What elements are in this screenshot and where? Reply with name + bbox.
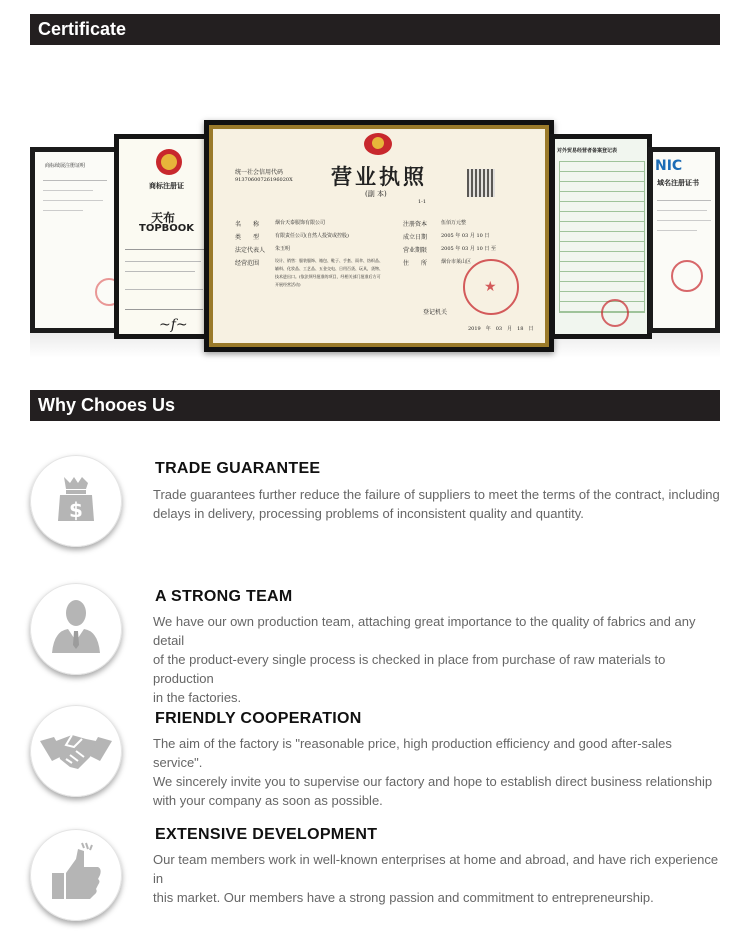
main-cert-subheading: (副 本) [365,190,387,198]
feature-description [153,612,723,707]
certificate-header: Certificate [30,14,720,45]
main-cert-address-value: 烟台市莱山区 [441,259,472,265]
red-seal-icon [601,299,629,327]
main-cert-term-label: 营业期限 [403,247,428,254]
main-cert-authority: 登记机关 [423,309,448,316]
main-cert-date: 2019 年 03 月 18 日 [468,326,534,332]
money-bag-icon [30,455,122,547]
feature-description [153,850,723,907]
feature-title: A STRONG TEAM [155,588,293,605]
thumbs-up-icon [30,829,122,921]
feature-icon-circle [30,455,122,547]
feature-description-line: of the product-every single process is checked in place from purchase of raw materials to production [153,652,666,686]
main-cert-founded-value: 2005 年 03 月 10 日 [441,233,490,239]
main-cert-code-label: 统一社会信用代码 [235,169,284,176]
feature-friendly-cooperation [30,705,720,808]
main-cert-rep-label: 法定代表人 [235,247,266,254]
feature-description-line: with your company as soon as possible. [153,793,383,808]
red-seal-icon [671,260,703,292]
main-cert-serial: 1-1 [418,199,427,205]
feature-description-line: delays in delivery, processing problems of inconsistent quality and quantity. [153,506,584,521]
main-cert-scope-line: 设计、销售：服装服饰、箱包、鞋子、手套、雨伞、纺织品、 [275,258,383,263]
main-cert-rep-value: 朱玉明 [275,246,291,252]
qr-code-icon [467,169,495,197]
feature-description-line: Our team members work in well-known enterprises at home and abroad, and have rich experience in [153,852,719,886]
feature-icon-circle [30,829,122,921]
national-emblem-icon [361,131,395,157]
certificate-trademark-renewal [30,147,120,333]
feature-description-line: Trade guarantees further reduce the failure of suppliers to meet the terms of the contract, including [153,487,720,502]
certificate-gallery [30,100,720,380]
why-choose-us-header: Why Chooes Us [30,390,720,421]
main-cert-name-label: 名 称 [235,221,260,228]
feature-trade-guarantee [30,455,720,555]
left-cert-title: 商标注册证 [149,181,184,190]
certificate-domain-registration [648,147,720,333]
national-emblem-icon [154,147,184,177]
certificate-trademark [114,134,214,339]
feature-description-line: this market. Our members have a strong passion and commitment to entrepreneurship. [153,890,654,905]
main-cert-name-value: 烟台天泰服饰有限公司 [275,220,326,226]
feature-description-line: The aim of the factory is "reasonable price, high production efficiency and good after-sales service". [153,736,672,770]
feature-description [153,485,723,523]
feature-strong-team [30,583,720,705]
feature-title: FRIENDLY COOPERATION [155,710,362,727]
feature-description-line: We sincerely invite you to supervise our factory and hope to establish direct business relationship [153,774,713,789]
mid-right-cert-title: 对外贸易经营者备案登记表 [557,148,618,154]
main-cert-address-label: 住 所 [403,260,428,267]
main-cert-scope-label: 经营范围 [235,260,260,267]
feature-title: TRADE GUARANTEE [155,460,321,477]
feature-description-line: in the factories. [153,690,242,705]
right-cert-brand: NIC [655,158,683,174]
main-cert-type-label: 类 型 [235,234,260,241]
svg-text:$: $ [69,498,83,522]
main-cert-term-value: 2005 年 03 月 10 日 至 [441,246,496,252]
main-cert-founded-label: 成立日期 [403,234,428,241]
main-cert-capital-value: 伍佰万元整 [441,220,467,226]
main-cert-heading: 营业执照 [331,164,427,189]
signature-icon: ~f~ [159,317,188,333]
certificate-foreign-trade [550,134,652,339]
person-icon [30,583,122,675]
official-seal-icon: ★ [463,259,519,315]
main-cert-scope-line: 技术进出口。(依法须经批准的项目，经相关部门批准后方可 [275,274,381,279]
feature-icon-circle [30,705,122,797]
main-cert-code-value: 91370600726196020X [235,177,293,183]
feature-extensive-development [30,822,720,922]
far-left-cert-title: 商标续展注册证明 [45,163,86,169]
left-cert-brand-cn: 天布 [151,211,176,225]
main-cert-type-value: 有限责任公司(自然人投资或控股) [275,233,349,239]
handshake-icon [30,705,122,797]
left-cert-brand-en: TOPBOOK [139,223,195,234]
main-cert-scope-line: 辅料、化妆品、工艺品、五金交电、日用百货、玩具，货物、 [275,266,383,271]
red-seal-icon [95,278,115,306]
feature-description [153,734,723,810]
certificate-business-license [204,120,554,352]
main-cert-capital-label: 注册资本 [403,221,428,228]
feature-icon-circle [30,583,122,675]
feature-title: EXTENSIVE DEVELOPMENT [155,826,378,843]
right-cert-title: 域名注册证书 [657,178,699,187]
feature-description-line: We have our own production team, attaching great importance to the quality of fabrics and any detail [153,614,696,648]
main-cert-scope-line: 开展经营活动) [275,282,301,287]
